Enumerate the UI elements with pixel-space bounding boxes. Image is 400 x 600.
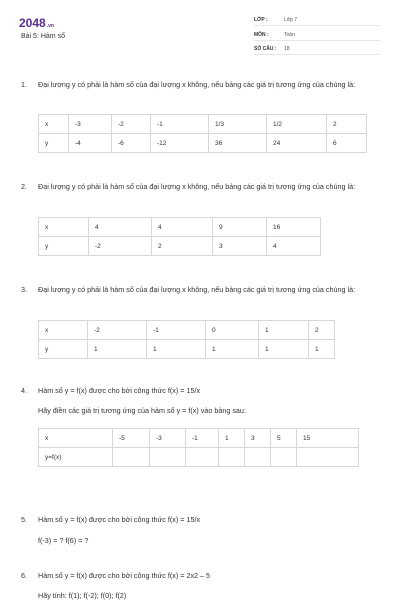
values-table-1 [38, 114, 367, 153]
table-row-header: y [39, 134, 69, 153]
table-cell: 1 [219, 429, 245, 448]
table-cell: -3 [150, 429, 186, 448]
table-cell [297, 448, 359, 467]
table-row [39, 218, 321, 237]
table-row-header: y [39, 237, 89, 256]
table-cell: -1 [151, 115, 209, 134]
question-text: Đại lượng y có phải là hàm số của đại lượng x không, nếu bảng các giá trị tương ứng của chúng là: [38, 182, 356, 191]
meta-class: LỚP : Lớp 7 [254, 14, 380, 26]
table-cell: 1 [259, 340, 309, 359]
table-cell: 3 [245, 429, 271, 448]
table-cell [219, 448, 245, 467]
table-row-header: x [39, 429, 113, 448]
table-cell: 4 [152, 218, 213, 237]
table-row [39, 340, 335, 359]
table-cell: 5 [271, 429, 297, 448]
question-subtext: Hãy tính: f(1); f(-2); f(0); f(2) [38, 591, 127, 600]
table-row [39, 134, 367, 153]
table-cell: -2 [88, 321, 147, 340]
site-logo[interactable]: 2048.vn [19, 16, 54, 30]
table-cell: 3 [213, 237, 267, 256]
table-cell: -5 [113, 429, 150, 448]
table-row-header: y [39, 340, 88, 359]
question-text: Hàm số y = f(x) được cho bởi công thức f(x) = 15/x [38, 386, 201, 395]
page-header [0, 0, 400, 62]
table-cell: 16 [267, 218, 321, 237]
table-cell: -2 [112, 115, 151, 134]
table-cell: 4 [267, 237, 321, 256]
table-cell: 24 [267, 134, 327, 153]
table-cell: 1 [88, 340, 147, 359]
table-cell: 1 [206, 340, 259, 359]
question-text: Đại lượng y có phải là hàm số của đại lượng x không, nếu bảng các giá trị tương ứng của chúng là: [38, 80, 356, 89]
table-cell: 2 [152, 237, 213, 256]
table-cell [271, 448, 297, 467]
table-cell: -6 [112, 134, 151, 153]
table-cell: 9 [213, 218, 267, 237]
values-table-3 [38, 320, 335, 359]
table-cell: 2 [309, 321, 335, 340]
table-row [39, 448, 359, 467]
table-cell: 1 [147, 340, 206, 359]
table-cell: 6 [327, 134, 367, 153]
values-table-2 [38, 217, 321, 256]
question-text: Đại lượng y có phải là hàm số của đại lượng x không, nếu bảng các giá trị tương ứng của chúng là: [38, 285, 356, 294]
table-cell: -2 [89, 237, 152, 256]
table-cell: 2 [327, 115, 367, 134]
table-cell: 4 [89, 218, 152, 237]
table-cell: -4 [69, 134, 112, 153]
lesson-title: Bài 5: Hàm số [21, 33, 65, 40]
table-row-header: x [39, 321, 88, 340]
meta-subject: MÔN : Toán [254, 29, 380, 41]
table-cell: 1 [309, 340, 335, 359]
table-cell [245, 448, 271, 467]
table-row-header: x [39, 218, 89, 237]
table-cell: 1 [259, 321, 309, 340]
table-cell: -1 [186, 429, 219, 448]
table-cell: 0 [206, 321, 259, 340]
table-row [39, 115, 367, 134]
table-cell: -3 [69, 115, 112, 134]
table-cell: -1 [147, 321, 206, 340]
question-text: Hàm số y = f(x) được cho bởi công thức f(x) = 15/x [38, 515, 201, 524]
table-row-header: x [39, 115, 69, 134]
table-cell [113, 448, 150, 467]
question-instruction: Hãy điền các giá trị tương ứng của hàm số y = f(x) vào bảng sau: [38, 406, 246, 415]
table-cell: 36 [209, 134, 267, 153]
table-cell [150, 448, 186, 467]
table-cell: 15 [297, 429, 359, 448]
table-cell: -12 [151, 134, 209, 153]
question-subtext: f(-3) = ? f(6) = ? [38, 536, 89, 545]
table-cell: 1/2 [267, 115, 327, 134]
table-row [39, 321, 335, 340]
table-row [39, 429, 359, 448]
table-row [39, 237, 321, 256]
table-cell: 1/3 [209, 115, 267, 134]
question-text: Hàm số y = f(x) được cho bởi công thức f(x) = 2x2 – 5 [38, 571, 211, 580]
table-cell [186, 448, 219, 467]
values-table-4 [38, 428, 359, 467]
meta-question-count: SỐ CÂU : 18 [254, 43, 380, 55]
table-row-header: y=f(x) [39, 448, 113, 467]
